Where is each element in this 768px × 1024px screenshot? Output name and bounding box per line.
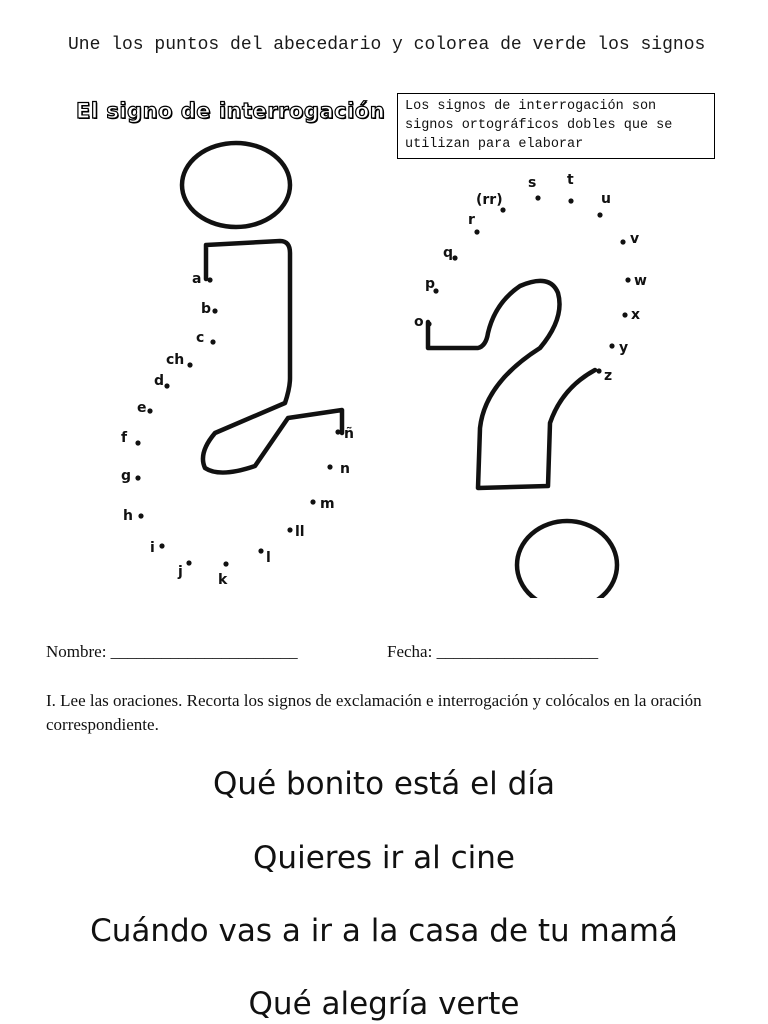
inverted-mark-dot: [258, 548, 263, 553]
top-instruction: Une los puntos del abecedario y colorea de verde los signos: [68, 35, 706, 55]
exercise-instructions: I. Lee las oraciones. Recorta los signos de exclamación e interrogación y colócalos en la oración correspondiente.: [46, 691, 702, 734]
question-mark-dot: [622, 312, 627, 317]
question-mark-letter: z: [604, 368, 613, 384]
question-mark-letter: o: [414, 314, 424, 330]
question-mark: [428, 281, 617, 598]
inverted-mark-dot: [207, 277, 212, 282]
sentence-4: Qué alegría verte: [248, 986, 520, 1022]
question-mark-letter: w: [634, 273, 647, 289]
inverted-mark-dot: [159, 543, 164, 548]
inverted-mark-dot: [147, 408, 152, 413]
inverted-mark-dot: [164, 383, 169, 388]
inverted-mark-letter: g: [121, 468, 132, 484]
question-mark-letter: x: [631, 307, 641, 323]
question-mark-dot: [474, 229, 479, 234]
question-mark-letter: r: [468, 212, 475, 228]
question-mark-letter: (rr): [476, 192, 503, 208]
inverted-mark-letter: c: [196, 330, 205, 346]
dot-layer: [121, 172, 647, 588]
inverted-mark-dot: [186, 560, 191, 565]
question-mark-dot: [535, 195, 540, 200]
question-mark-dot: [500, 207, 505, 212]
inverted-mark-letter: d: [154, 373, 165, 389]
question-mark-dot: [625, 277, 630, 282]
question-mark-dot: [620, 239, 625, 244]
inverted-mark-dot: [210, 339, 215, 344]
inverted-mark-letter: ñ: [344, 426, 354, 442]
inverted-mark-dot: [135, 475, 140, 480]
dot-to-dot-figure: [80, 128, 700, 598]
question-mark-dot: [597, 212, 602, 217]
inverted-mark-dot: [327, 464, 332, 469]
sentence-2: Quieres ir al cine: [253, 840, 515, 876]
inverted-mark-letter: j: [178, 564, 183, 580]
question-dot: [517, 521, 617, 598]
inverted-mark-dot: [287, 527, 292, 532]
inverted-mark-dot: [223, 561, 228, 566]
question-mark-letter: t: [567, 172, 574, 188]
inverted-question-curve: [203, 241, 342, 473]
question-mark-dot: [426, 321, 431, 326]
inverted-mark-letter: k: [218, 572, 228, 588]
question-curve: [428, 281, 595, 488]
question-mark-dot: [568, 198, 573, 203]
worksheet-title: El signo de interrogación: [76, 99, 386, 123]
inverted-mark-letter: h: [123, 508, 133, 524]
definition-box: Los signos de interrogación son signos ortográficos dobles que se utilizan para elaborar: [397, 93, 715, 159]
question-mark-letter: u: [601, 191, 611, 207]
inverted-mark-dot: [335, 429, 340, 434]
question-mark-dot: [596, 368, 601, 373]
inverted-mark-dot: [135, 440, 140, 445]
inverted-mark-dot: [310, 499, 315, 504]
inverted-mark-letter: e: [137, 400, 147, 416]
sentence-1: Qué bonito está el día: [213, 766, 555, 802]
sentence-3: Cuándo vas a ir a la casa de tu mamá: [90, 913, 678, 949]
inverted-mark-letter: n: [340, 461, 350, 477]
question-mark-letter: y: [619, 340, 629, 356]
question-mark-letter: v: [630, 231, 640, 247]
question-mark-letter: p: [425, 276, 436, 292]
inverted-mark-letter: l: [266, 550, 271, 566]
name-field[interactable]: Nombre: ______________________: [46, 642, 298, 661]
inverted-mark-letter: b: [201, 301, 212, 317]
inverted-mark-letter: i: [150, 540, 155, 556]
inverted-mark-letter: m: [320, 496, 335, 512]
question-mark-letter: s: [528, 175, 537, 191]
question-mark-dot: [452, 255, 457, 260]
inverted-mark-letter: ll: [295, 524, 305, 540]
date-field[interactable]: Fecha: ___________________: [387, 642, 599, 661]
inverted-mark-dot: [187, 362, 192, 367]
inverted-mark-dot: [138, 513, 143, 518]
inverted-question-dot: [182, 143, 290, 227]
inverted-mark-letter: a: [192, 271, 202, 287]
question-mark-letter: q: [443, 245, 454, 261]
inverted-mark-dot: [212, 308, 217, 313]
inverted-mark-letter: f: [121, 430, 128, 446]
question-mark-dot: [609, 343, 614, 348]
inverted-mark-letter: ch: [166, 352, 185, 368]
